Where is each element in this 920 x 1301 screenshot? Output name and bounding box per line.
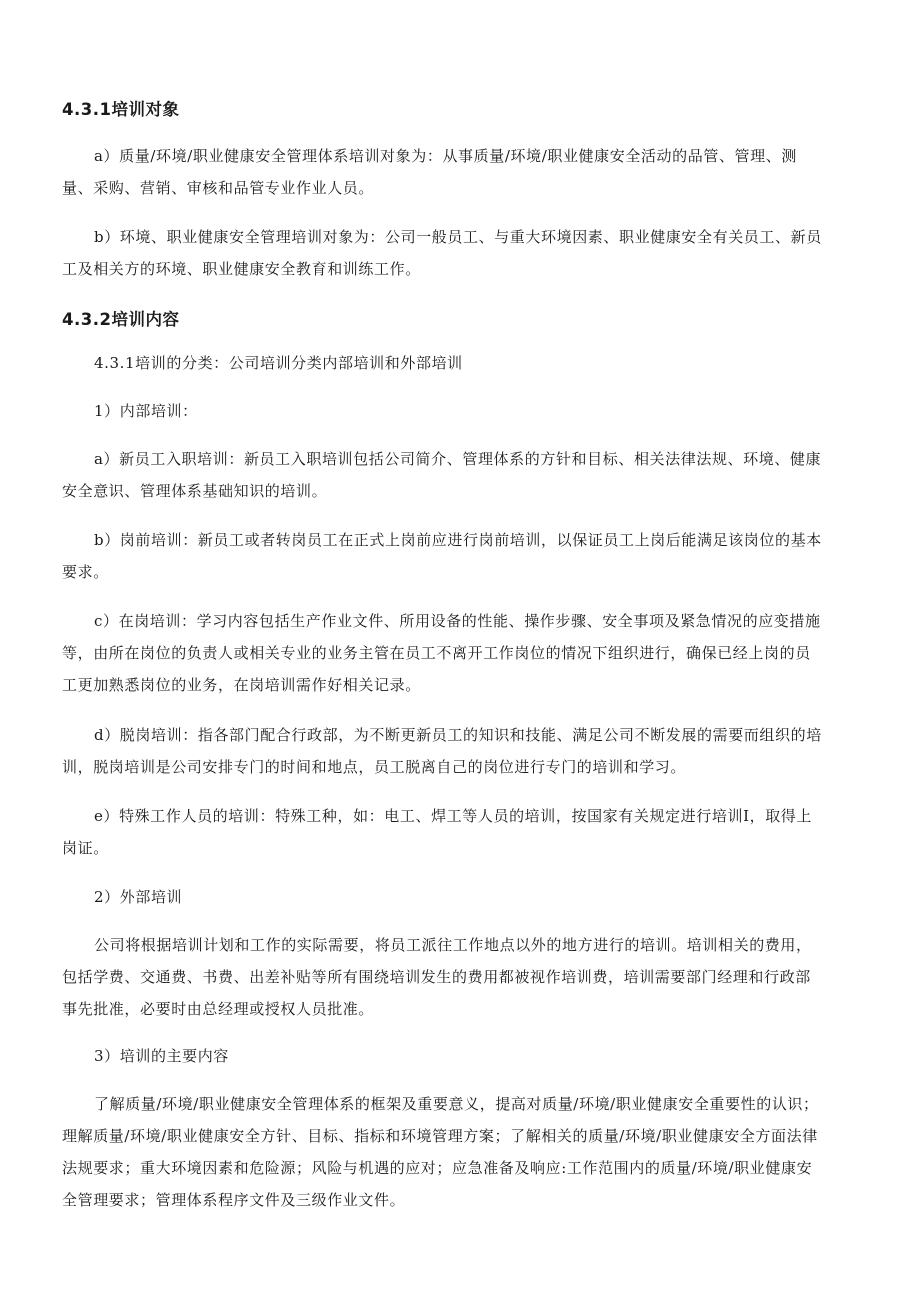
paragraph-off-job-training: d）脱岗培训：指各部门配合行政部，为不断更新员工的知识和技能、满足公司不断发展的需要而组织的培训，脱岗培训是公司安排专门的时间和地点，员工脱离自己的岗位进行专门的培训和学习。 bbox=[62, 726, 822, 776]
heading-training-content: 4.3.2培训内容 bbox=[62, 310, 180, 329]
paragraph-on-job-training: c）在岗培训：学习内容包括生产作业文件、所用设备的性能、操作步骤、安全事项及紧急情况的应变措施等，由所在岗位的负责人或相关专业的业务主管在员工不离开工作岗位的情况下组织进行，确保已经上岗的员工更加熟悉岗位的业务，在岗培训需作好相关记录。 bbox=[62, 612, 821, 694]
paragraph-new-employee-training: a）新员工入职培训：新员工入职培训包括公司简介、管理体系的方针和目标、相关法律法规、环境、健康安全意识、管理体系基础知识的培训。 bbox=[62, 450, 822, 500]
paragraph-external-training-body: 公司将根据培训计划和工作的实际需要，将员工派往工作地点以外的地方进行的培训。培训相关的费用，包括学费、交通费、书费、出差补贴等所有围绕培训发生的费用都被视作培训费，培训需要部门经理和行政部事先批准，必要时由总经理或授权人员批准。 bbox=[62, 936, 812, 1018]
paragraph-main-content-title: 3）培训的主要内容 bbox=[94, 1047, 229, 1065]
paragraph-training-classification: 4.3.1培训的分类：公司培训分类内部培训和外部培训 bbox=[94, 354, 463, 372]
paragraph-special-worker-training: e）特殊工作人员的培训：特殊工种，如：电工、焊工等人员的培训，按国家有关规定进行培训I，取得上岗证。 bbox=[62, 807, 813, 857]
paragraph-pre-job-training: b）岗前培训：新员工或者转岗员工在正式上岗前应进行岗前培训，以保证员工上岗后能满足该岗位的基本要求。 bbox=[62, 531, 822, 581]
paragraph-qms-targets: a）质量/环境/职业健康安全管理体系培训对象为：从事质量/环境/职业健康安全活动的品管、管理、测量、采购、营销、审核和品管专业作业人员。 bbox=[62, 147, 797, 197]
paragraph-internal-training-title: 1）内部培训： bbox=[94, 402, 198, 420]
paragraph-external-training-title: 2）外部培训 bbox=[94, 888, 183, 906]
paragraph-main-content-body: 了解质量/环境/职业健康安全管理体系的框架及重要意义，提高对质量/环境/职业健康安全重要性的认识；理解质量/环境/职业健康安全方针、目标、指标和环境管理方案；了解相关的质量/环境/职业健康安全方面法律法规要求；重大环境因素和危险源；风险与机遇的应对；应急准备及响应:工作范围内的质量/环境/职业健康安全管理要求；管理体系程序文件及三级作业文件。 bbox=[62, 1095, 819, 1209]
heading-training-targets: 4.3.1培训对象 bbox=[62, 100, 180, 119]
paragraph-ehs-targets: b）环境、职业健康安全管理培训对象为：公司一般员工、与重大环境因素、职业健康安全有关员工、新员工及相关方的环境、职业健康安全教育和训练工作。 bbox=[62, 228, 822, 278]
